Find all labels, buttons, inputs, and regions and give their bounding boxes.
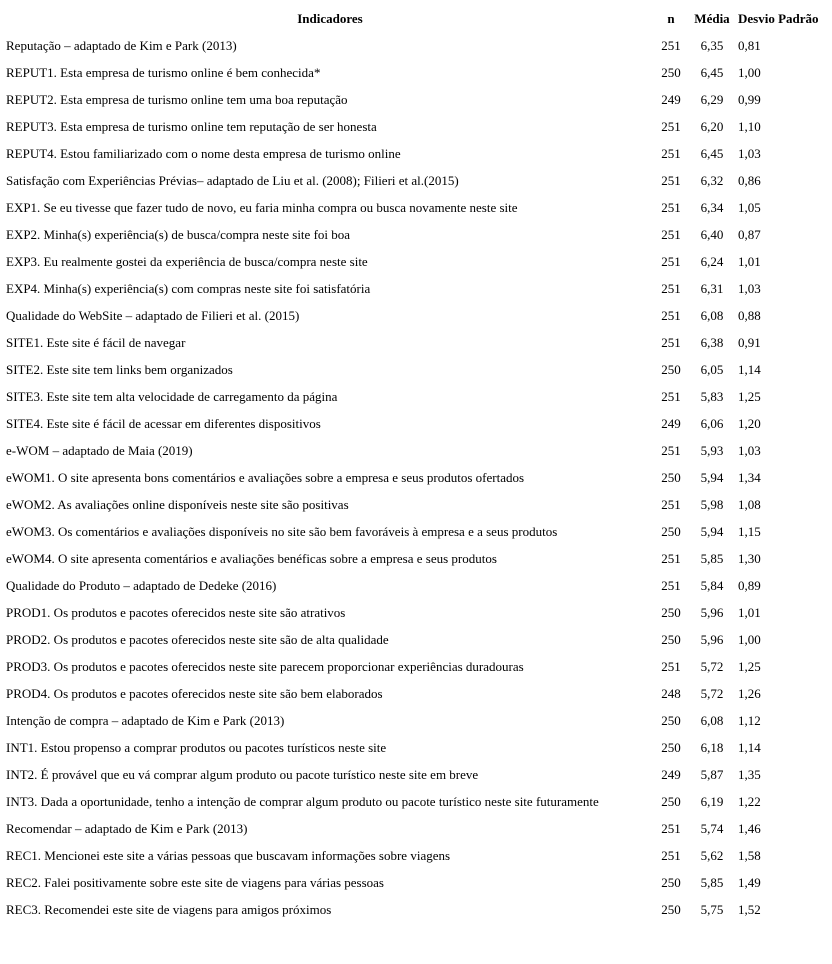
sd-value: 1,01 <box>738 254 761 270</box>
n-value: 251 <box>661 227 681 243</box>
table-header-row <box>6 6 826 33</box>
mean-value: 5,96 <box>700 605 724 621</box>
n-value: 251 <box>661 551 681 567</box>
indicator-label: PROD4. Os produtos e pacotes oferecidos neste site são bem elaborados <box>6 686 383 702</box>
sd-value: 0,87 <box>738 227 761 243</box>
sd-value: 1,30 <box>738 551 761 567</box>
mean-value: 6,19 <box>700 794 724 810</box>
table-row <box>6 60 826 87</box>
sd-value: 1,01 <box>738 605 761 621</box>
sd-value: 1,25 <box>738 659 761 675</box>
mean-value: 6,45 <box>700 146 724 162</box>
indicator-label: SITE1. Este site é fácil de navegar <box>6 335 186 351</box>
n-value: 251 <box>661 281 681 297</box>
indicator-label: Reputação – adaptado de Kim e Park (2013) <box>6 38 237 54</box>
n-value: 251 <box>661 821 681 837</box>
indicator-label: e-WOM – adaptado de Maia (2019) <box>6 443 193 459</box>
table-row <box>6 816 826 843</box>
table-row <box>6 546 826 573</box>
indicator-label: eWOM3. Os comentários e avaliações disponíveis no site são bem favoráveis à empresa e a seus produtos <box>6 524 558 540</box>
indicator-label: REC3. Recomendei este site de viagens para amigos próximos <box>6 902 332 918</box>
mean-value: 5,62 <box>700 848 724 864</box>
table-row <box>6 438 826 465</box>
indicator-label: INT1. Estou propenso a comprar produtos ou pacotes turísticos neste site <box>6 740 387 756</box>
sd-value: 1,00 <box>738 65 761 81</box>
table-row <box>6 249 826 276</box>
sd-value: 1,10 <box>738 119 761 135</box>
n-value: 250 <box>661 875 681 891</box>
mean-value: 5,85 <box>700 875 724 891</box>
sd-value: 1,20 <box>738 416 761 432</box>
sd-value: 1,35 <box>738 767 761 783</box>
table-row <box>6 33 826 60</box>
indicator-label: EXP4. Minha(s) experiência(s) com compras neste site foi satisfatória <box>6 281 371 297</box>
indicator-label: REPUT2. Esta empresa de turismo online tem uma boa reputação <box>6 92 348 108</box>
mean-value: 6,45 <box>700 65 724 81</box>
indicator-label: INT2. É provável que eu vá comprar algum produto ou pacote turístico neste site em breve <box>6 767 479 783</box>
mean-value: 6,35 <box>700 38 724 54</box>
mean-value: 6,05 <box>700 362 724 378</box>
sd-value: 1,46 <box>738 821 761 837</box>
sd-value: 1,22 <box>738 794 761 810</box>
sd-value: 1,15 <box>738 524 761 540</box>
n-value: 251 <box>661 848 681 864</box>
table-row <box>6 276 826 303</box>
table-row <box>6 897 826 924</box>
n-value: 250 <box>661 470 681 486</box>
indicator-label: Intenção de compra – adaptado de Kim e Park (2013) <box>6 713 285 729</box>
n-value: 251 <box>661 146 681 162</box>
mean-value: 6,18 <box>700 740 724 756</box>
table-row <box>6 222 826 249</box>
indicator-label: PROD2. Os produtos e pacotes oferecidos neste site são de alta qualidade <box>6 632 389 648</box>
sd-value: 0,88 <box>738 308 761 324</box>
n-value: 250 <box>661 65 681 81</box>
n-value: 250 <box>661 632 681 648</box>
mean-value: 5,93 <box>700 443 724 459</box>
table-row <box>6 330 826 357</box>
n-value: 251 <box>661 173 681 189</box>
indicator-label: PROD1. Os produtos e pacotes oferecidos neste site são atrativos <box>6 605 346 621</box>
header-indicadores: Indicadores <box>297 11 363 27</box>
mean-value: 5,94 <box>700 524 724 540</box>
mean-value: 6,08 <box>700 308 724 324</box>
indicator-label: eWOM2. As avaliações online disponíveis neste site são positivas <box>6 497 349 513</box>
table-row <box>6 843 826 870</box>
indicator-label: SITE4. Este site é fácil de acessar em diferentes dispositivos <box>6 416 321 432</box>
table-row <box>6 573 826 600</box>
mean-value: 6,08 <box>700 713 724 729</box>
table-row <box>6 411 826 438</box>
table-row <box>6 168 826 195</box>
sd-value: 1,26 <box>738 686 761 702</box>
table-row <box>6 762 826 789</box>
table-row <box>6 735 826 762</box>
indicator-label: REC1. Mencionei este site a várias pessoas que buscavam informações sobre viagens <box>6 848 451 864</box>
mean-value: 5,85 <box>700 551 724 567</box>
mean-value: 5,74 <box>700 821 724 837</box>
indicators-table <box>6 6 826 924</box>
table-row <box>6 195 826 222</box>
mean-value: 6,24 <box>700 254 724 270</box>
sd-value: 0,86 <box>738 173 761 189</box>
table-row <box>6 870 826 897</box>
indicator-label: Satisfação com Experiências Prévias– adaptado de Liu et al. (2008); Filieri et al.(2015) <box>6 173 459 189</box>
sd-value: 1,34 <box>738 470 761 486</box>
sd-value: 1,49 <box>738 875 761 891</box>
n-value: 250 <box>661 713 681 729</box>
indicator-label: EXP2. Minha(s) experiência(s) de busca/compra neste site foi boa <box>6 227 351 243</box>
mean-value: 6,06 <box>700 416 724 432</box>
n-value: 251 <box>661 659 681 675</box>
n-value: 251 <box>661 38 681 54</box>
table-row <box>6 789 826 816</box>
mean-value: 5,94 <box>700 470 724 486</box>
n-value: 250 <box>661 794 681 810</box>
indicator-label: eWOM4. O site apresenta comentários e avaliações benéficas sobre a empresa e seus produtos <box>6 551 497 567</box>
indicator-label: SITE2. Este site tem links bem organizados <box>6 362 233 378</box>
table-row <box>6 492 826 519</box>
header-desvio-padrao: Desvio Padrão <box>738 11 819 27</box>
header-media: Média <box>694 11 730 27</box>
sd-value: 0,91 <box>738 335 761 351</box>
indicator-label: REC2. Falei positivamente sobre este site de viagens para várias pessoas <box>6 875 384 891</box>
mean-value: 6,34 <box>700 200 724 216</box>
indicator-label: EXP3. Eu realmente gostei da experiência de busca/compra neste site <box>6 254 368 270</box>
sd-value: 1,05 <box>738 200 761 216</box>
indicator-label: REPUT3. Esta empresa de turismo online tem reputação de ser honesta <box>6 119 377 135</box>
mean-value: 6,40 <box>700 227 724 243</box>
n-value: 251 <box>661 443 681 459</box>
n-value: 250 <box>661 902 681 918</box>
mean-value: 5,72 <box>700 659 724 675</box>
n-value: 249 <box>661 92 681 108</box>
n-value: 249 <box>661 767 681 783</box>
indicator-label: Qualidade do WebSite – adaptado de Filieri et al. (2015) <box>6 308 300 324</box>
n-value: 249 <box>661 416 681 432</box>
n-value: 251 <box>661 308 681 324</box>
n-value: 251 <box>661 200 681 216</box>
mean-value: 5,83 <box>700 389 724 405</box>
mean-value: 5,96 <box>700 632 724 648</box>
table-row <box>6 384 826 411</box>
n-value: 251 <box>661 119 681 135</box>
sd-value: 1,08 <box>738 497 761 513</box>
n-value: 248 <box>661 686 681 702</box>
table-row <box>6 708 826 735</box>
table-row <box>6 303 826 330</box>
indicator-label: REPUT4. Estou familiarizado com o nome desta empresa de turismo online <box>6 146 401 162</box>
n-value: 251 <box>661 497 681 513</box>
sd-value: 1,03 <box>738 443 761 459</box>
sd-value: 1,58 <box>738 848 761 864</box>
table-row <box>6 114 826 141</box>
n-value: 250 <box>661 740 681 756</box>
n-value: 251 <box>661 254 681 270</box>
mean-value: 6,38 <box>700 335 724 351</box>
indicator-label: PROD3. Os produtos e pacotes oferecidos neste site parecem proporcionar experiências duradouras <box>6 659 524 675</box>
mean-value: 5,72 <box>700 686 724 702</box>
sd-value: 0,99 <box>738 92 761 108</box>
sd-value: 1,03 <box>738 281 761 297</box>
sd-value: 1,25 <box>738 389 761 405</box>
mean-value: 5,84 <box>700 578 724 594</box>
table-row <box>6 141 826 168</box>
indicator-label: Qualidade do Produto – adaptado de Dedeke (2016) <box>6 578 277 594</box>
sd-value: 1,12 <box>738 713 761 729</box>
n-value: 251 <box>661 389 681 405</box>
table-row <box>6 357 826 384</box>
n-value: 250 <box>661 524 681 540</box>
indicator-label: Recomendar – adaptado de Kim e Park (2013) <box>6 821 248 837</box>
mean-value: 5,98 <box>700 497 724 513</box>
n-value: 251 <box>661 578 681 594</box>
n-value: 250 <box>661 605 681 621</box>
mean-value: 5,87 <box>700 767 724 783</box>
indicator-label: eWOM1. O site apresenta bons comentários e avaliações sobre a empresa e seus produtos ofertados <box>6 470 525 486</box>
table-row <box>6 654 826 681</box>
sd-value: 1,00 <box>738 632 761 648</box>
indicator-label: INT3. Dada a oportunidade, tenho a intenção de comprar algum produto ou pacote turístico neste site futuramente <box>6 794 599 810</box>
table-row <box>6 465 826 492</box>
sd-value: 1,14 <box>738 740 761 756</box>
indicator-label: EXP1. Se eu tivesse que fazer tudo de novo, eu faria minha compra ou busca novamente neste site <box>6 200 518 216</box>
mean-value: 6,20 <box>700 119 724 135</box>
sd-value: 1,52 <box>738 902 761 918</box>
mean-value: 6,31 <box>700 281 724 297</box>
mean-value: 5,75 <box>700 902 724 918</box>
table-row <box>6 627 826 654</box>
table-row <box>6 519 826 546</box>
n-value: 251 <box>661 335 681 351</box>
indicator-label: SITE3. Este site tem alta velocidade de carregamento da página <box>6 389 338 405</box>
header-n: n <box>667 11 675 27</box>
table-body <box>6 33 826 924</box>
mean-value: 6,32 <box>700 173 724 189</box>
n-value: 250 <box>661 362 681 378</box>
sd-value: 1,14 <box>738 362 761 378</box>
table-row <box>6 87 826 114</box>
sd-value: 0,81 <box>738 38 761 54</box>
sd-value: 0,89 <box>738 578 761 594</box>
sd-value: 1,03 <box>738 146 761 162</box>
mean-value: 6,29 <box>700 92 724 108</box>
indicator-label: REPUT1. Esta empresa de turismo online é bem conhecida* <box>6 65 321 81</box>
table-row <box>6 681 826 708</box>
table-row <box>6 600 826 627</box>
